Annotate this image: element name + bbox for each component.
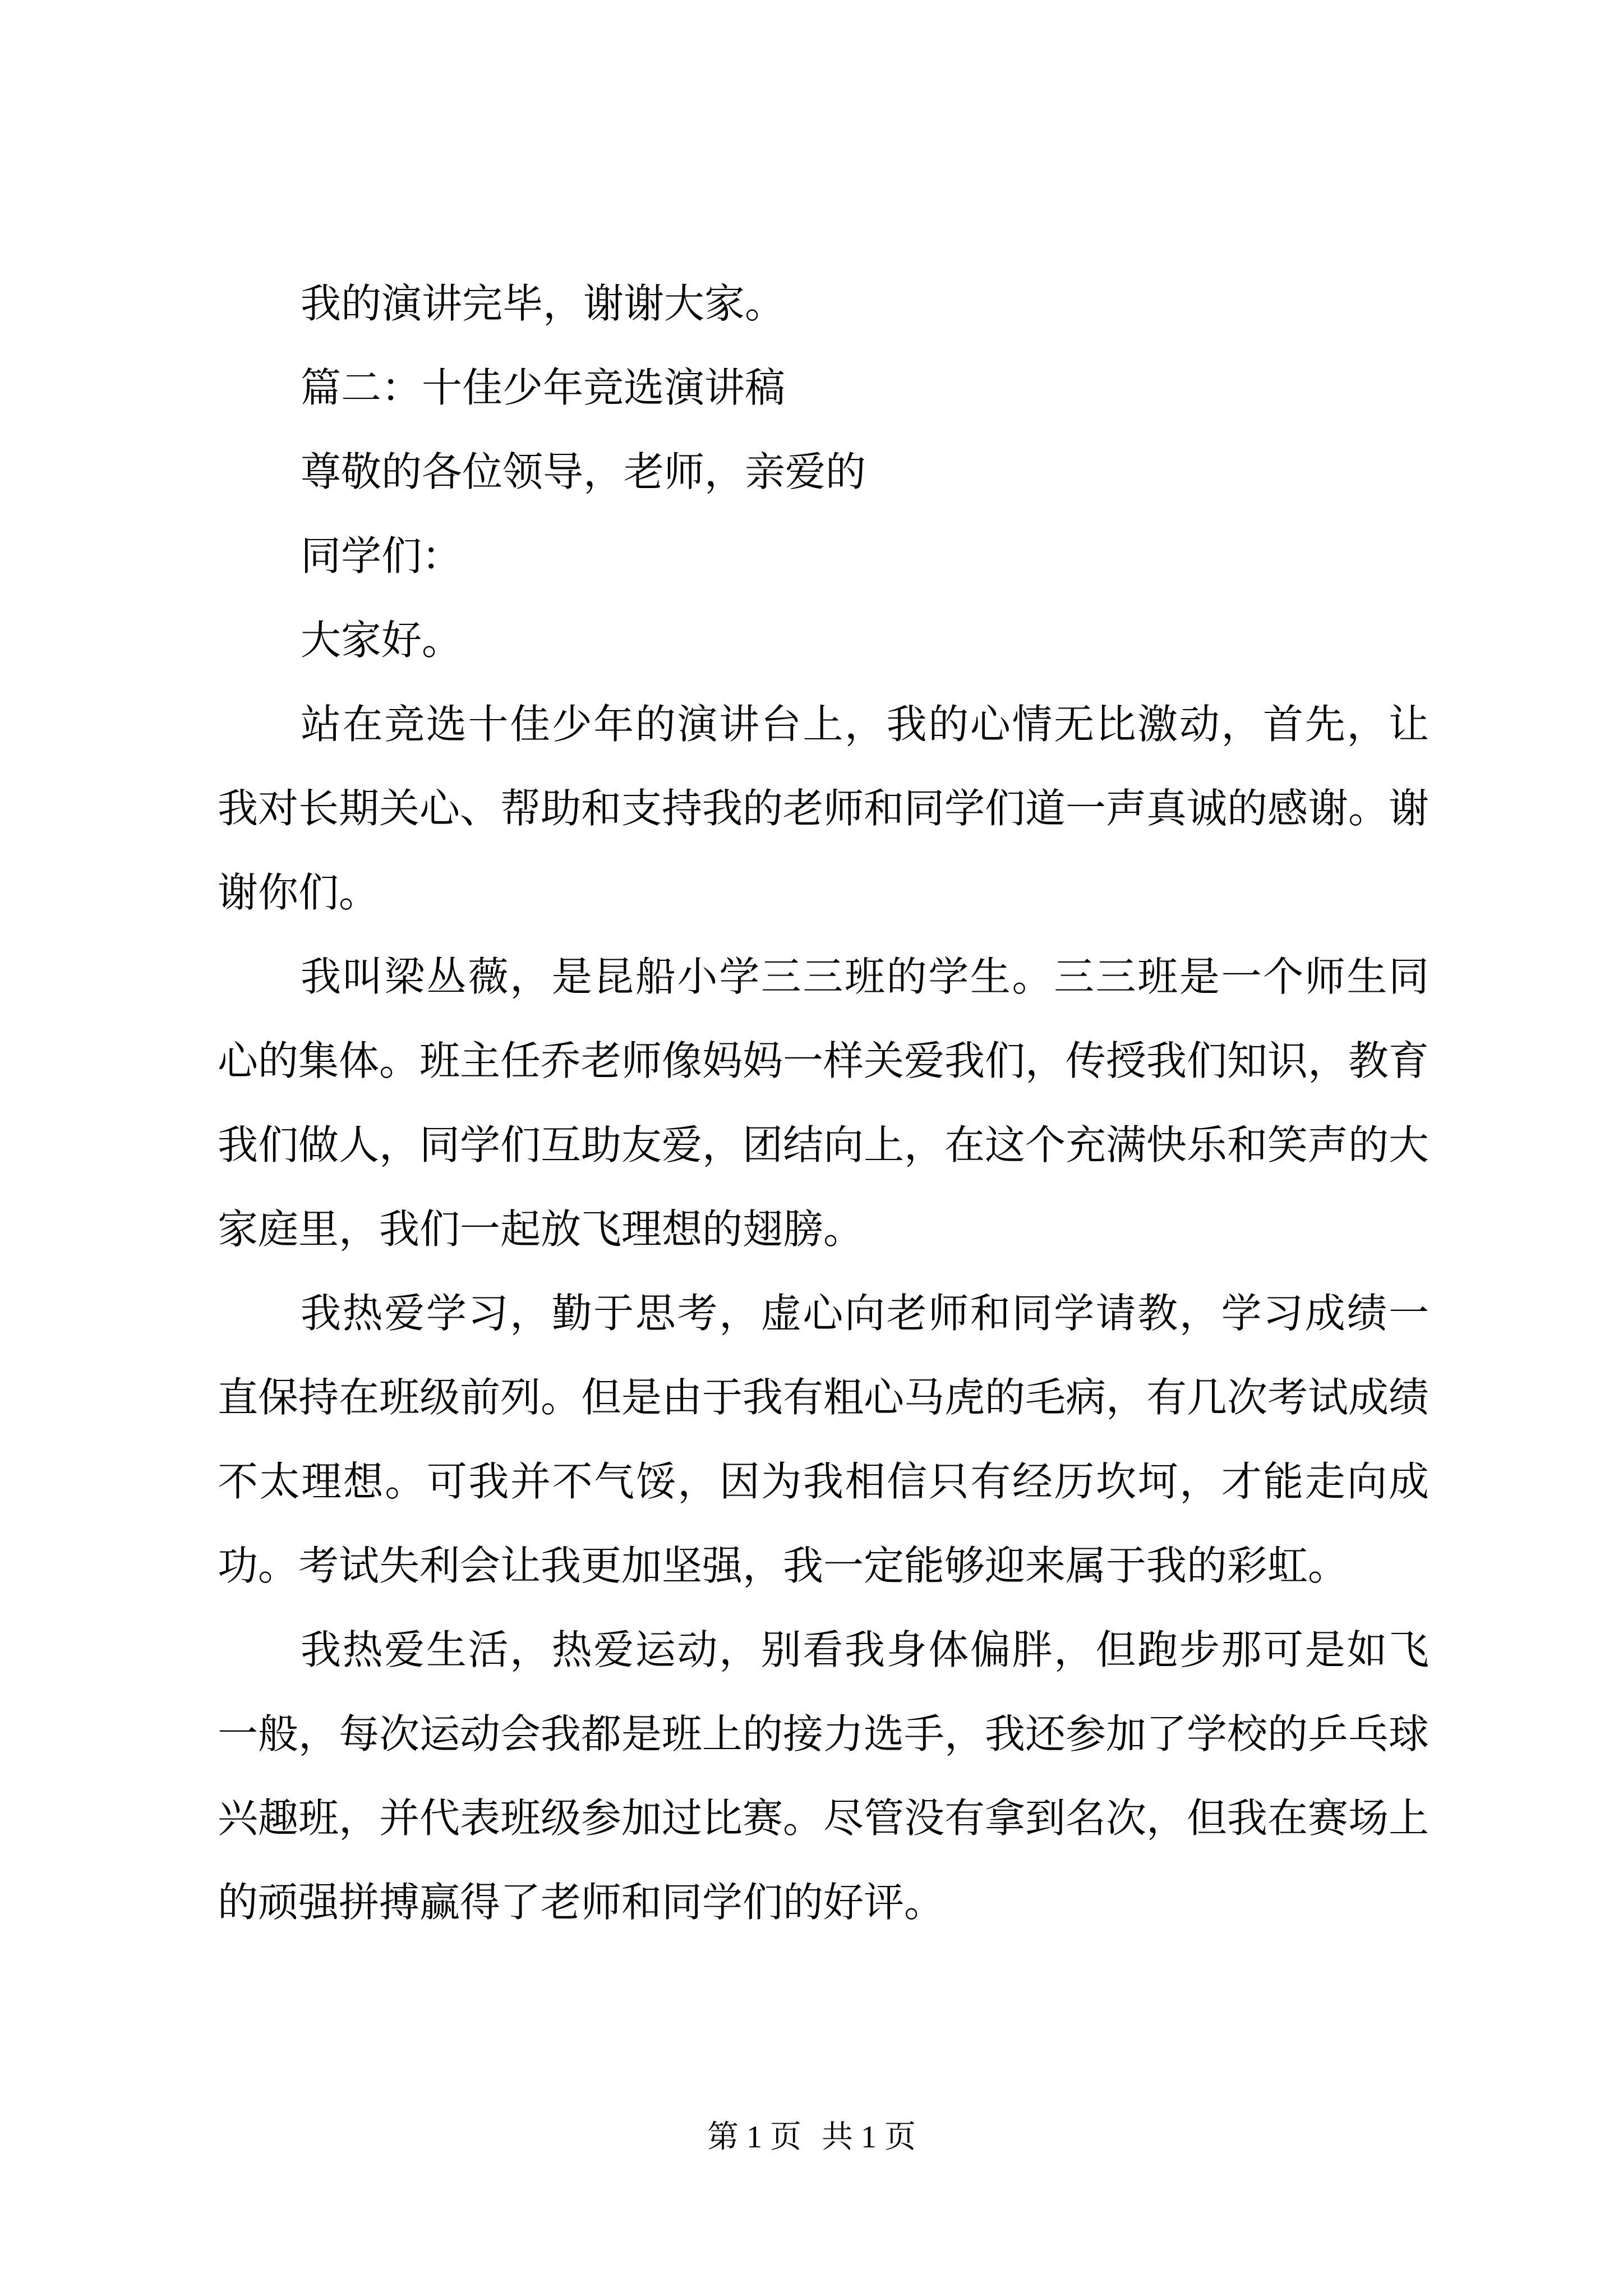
page-number: 第 1 页 xyxy=(707,2120,801,2155)
greeting-line: 大家好。 xyxy=(301,616,463,664)
salutation-line-continued: 同学们： xyxy=(301,532,463,579)
document-body xyxy=(218,261,1429,1944)
paragraph-study: 我热爱学习，勤于思考，虚心向老师和同学请教，学习成绩一直保持在班级前列。但是由于我有粗心马虎的毛病，有几次考试成绩不太理想。可我并不气馁，因为我相信只有经历坎坷，才能走向成功。考试失利会让我更加坚强，我一定能够迎来属于我的彩虹。 xyxy=(218,1290,1430,1589)
section-title: 篇二：十佳少年竞选演讲稿 xyxy=(301,364,786,411)
salutation-line: 尊敬的各位领导，老师，亲爱的 xyxy=(301,448,866,495)
paragraph-sports: 我热爱生活，热爱运动，别看我身体偏胖，但跑步那可是如飞一般，每次运动会我都是班上的接力选手，我还参加了学校的乒乓球兴趣班，并代表班级参加过比赛。尽管没有拿到名次，但我在赛场上的顽强拼搏赢得了老师和同学们的好评。 xyxy=(218,1626,1430,1926)
closing-line: 我的演讲完毕，谢谢大家。 xyxy=(301,280,786,327)
paragraph-self-introduction: 我叫梁丛薇，是昆船小学三三班的学生。三三班是一个师生同心的集体。班主任乔老师像妈妈一样关爱我们，传授我们知识，教育我们做人，同学们互助友爱，团结向上，在这个充满快乐和笑声的大家庭里，我们一起放飞理想的翅膀。 xyxy=(218,953,1430,1253)
page-footer xyxy=(0,2115,1623,2160)
paragraph-intro: 站在竞选十佳少年的演讲台上，我的心情无比激动，首先，让我对长期关心、帮助和支持我的老师和同学们道一声真诚的感谢。谢谢你们。 xyxy=(218,701,1430,916)
page-total: 共 1 页 xyxy=(822,2120,916,2155)
